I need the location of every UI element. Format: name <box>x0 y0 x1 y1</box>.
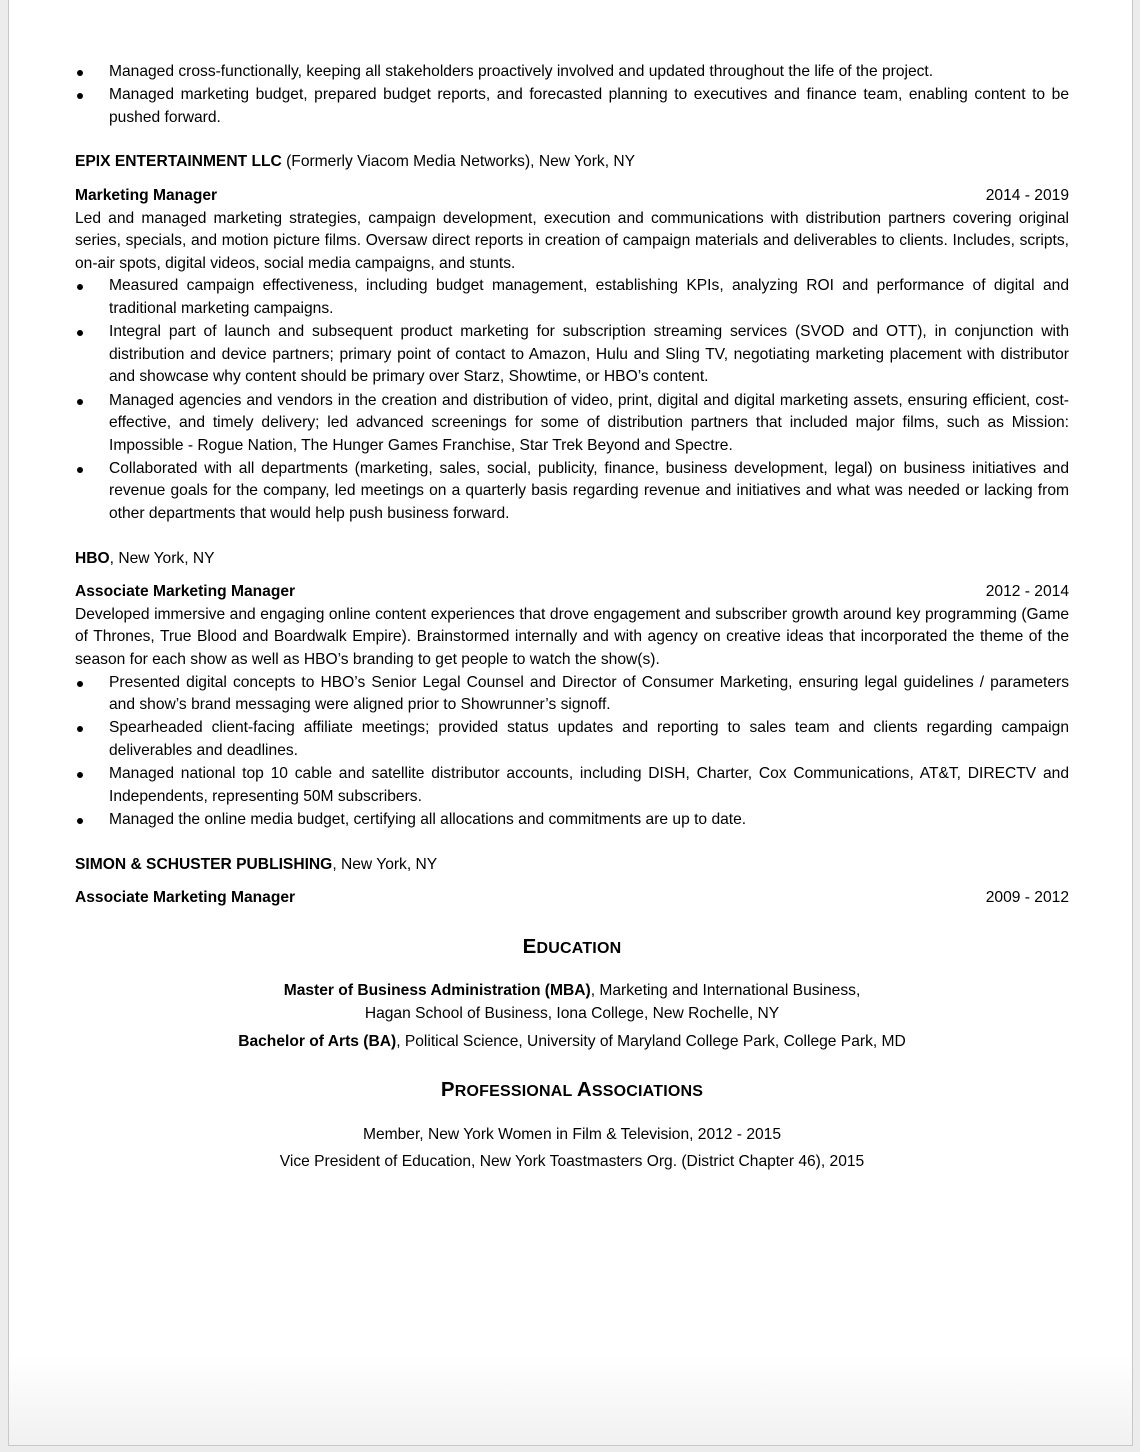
role-dates: 2014 - 2019 <box>985 186 1069 204</box>
list-item: Measured campaign effectiveness, including budget management, establishing KPIs, analyzing ROI and performance of digital and traditional marketing campaigns. <box>75 275 1069 320</box>
employer-name: EPIX ENTERTAINMENT LLC <box>75 153 282 171</box>
employer-simon-schuster <box>75 854 1069 877</box>
list-item: Collaborated with all departments (marketing, sales, social, publicity, finance, business development, legal) on business initiatives and revenue goals for the company, led meetings on a quarterly basis regarding revenue and initiatives and what was needed or lacking from other departments that would help push business forward. <box>75 458 1069 526</box>
role-summary: Led and managed marketing strategies, campaign development, execution and communications with distribution partners covering original series, specials, and motion picture films. Oversaw direct reports in creation of campaign materials and deliverables to clients. Includes, scripts, on-air spots, digital videos, social media campaigns, and stunts. <box>75 209 1069 272</box>
list-item: Managed the online media budget, certifying all allocations and commitments are up to date. <box>75 809 1069 832</box>
education-mba <box>75 980 1069 1003</box>
degree-field: , Marketing and International Business, <box>590 982 861 1000</box>
degree-name: Master of Business Administration (MBA) <box>283 982 591 1000</box>
role-title: Associate Marketing Manager <box>75 583 296 601</box>
list-item: Managed cross-functionally, keeping all stakeholders proactively involved and updated throughout the life of the project. <box>75 61 1069 84</box>
list-item: Managed agencies and vendors in the creation and distribution of video, print, digital and digital marketing assets, ensuring efficient, cost-effective, and timely delivery; led advanced screenings for some of distribution partners that included major films, such as Mission: Impossible - Rogue Nation, The Hunger Games Franchise, Star Trek Beyond and Spectre. <box>75 390 1069 458</box>
employer-location: (Formerly Viacom Media Networks), New York, NY <box>281 153 636 171</box>
role-summary: Developed immersive and engaging online content experiences that drove engagement and subscriber growth around key programming (Game of Thrones, True Blood and Boardwalk Empire). Brainstormed internally and with agency on creative ideas that incorporated the theme of the season for each show as well as HBO’s branding to get people to watch the show(s). <box>75 605 1069 669</box>
list-item: Managed marketing budget, prepared budget reports, and forecasted planning to executives and finance team, enabling content to be pushed forward. <box>75 84 1069 129</box>
education-mba-school: Hagan School of Business, Iona College, New Rochelle, NY <box>364 1004 780 1022</box>
employer-location: , New York, NY <box>109 549 215 567</box>
resume-content <box>75 61 1069 1179</box>
role-dates: 2009 - 2012 <box>985 889 1069 907</box>
degree-name: Bachelor of Arts (BA) <box>238 1032 397 1050</box>
list-item: Managed national top 10 cable and satellite distributor accounts, including DISH, Charter, Cox Communications, AT&T, DIRECTV and Independents, representing 50M subscribers. <box>75 763 1069 808</box>
employer-location: , New York, NY <box>332 855 438 873</box>
epix-bullet-list <box>75 275 1069 525</box>
resume-page <box>8 0 1133 1446</box>
intro-bullet-list <box>75 61 1069 129</box>
role-title: Associate Marketing Manager <box>75 889 296 907</box>
degree-details: , Political Science, University of Maryland College Park, College Park, MD <box>396 1032 906 1050</box>
role-row <box>75 581 1069 604</box>
role-row <box>75 887 1069 910</box>
associations-heading: PROFESSIONAL ASSOCIATIONS <box>440 1078 704 1102</box>
list-item: Presented digital concepts to HBO’s Senior Legal Counsel and Director of Consumer Marketing, ensuring legal guidelines / parameters and show’s brand messaging were aligned prior to Showrunner’s signoff. <box>75 672 1069 717</box>
employer-epix <box>75 151 1069 174</box>
hbo-bullet-list <box>75 672 1069 832</box>
employer-hbo <box>75 548 1069 571</box>
association-item: Member, New York Women in Film & Television, 2012 - 2015 <box>362 1125 782 1143</box>
employer-name: HBO <box>75 549 110 567</box>
role-row <box>75 185 1069 208</box>
role-dates: 2012 - 2014 <box>985 583 1069 601</box>
list-item: Spearheaded client-facing affiliate meetings; provided status updates and reporting to sales team and clients regarding campaign deliverables and deadlines. <box>75 717 1069 762</box>
role-title: Marketing Manager <box>75 186 218 204</box>
employer-name: SIMON & SCHUSTER PUBLISHING <box>75 855 333 873</box>
association-item: Vice President of Education, New York Toastmasters Org. (District Chapter 46), 2015 <box>279 1153 865 1171</box>
list-item: Integral part of launch and subsequent product marketing for subscription streaming services (SVOD and OTT), in conjunction with distribution and device partners; primary point of contact to Amazon, Hulu and Sling TV, negotiating marketing placement with distributor and showcase why content should be primary over Starz, Showtime, or HBO’s content. <box>75 321 1069 389</box>
education-ba <box>75 1031 1069 1054</box>
education-heading: EDUCATION <box>522 934 622 958</box>
